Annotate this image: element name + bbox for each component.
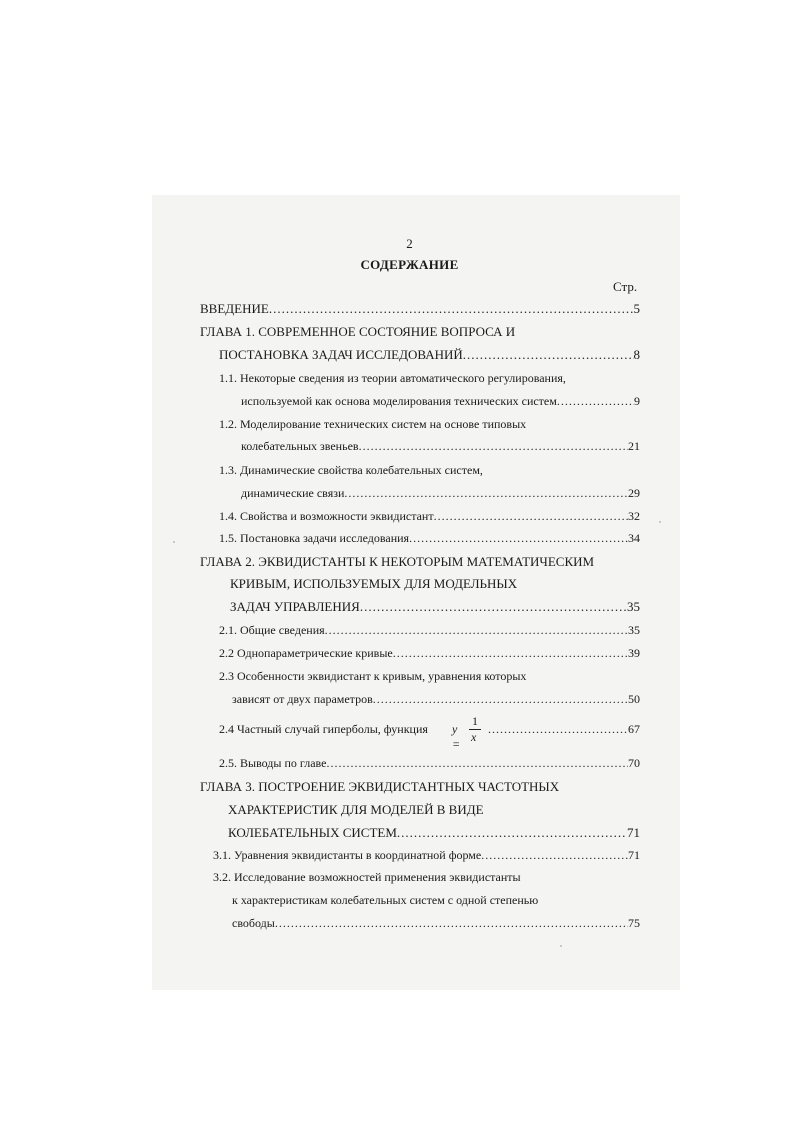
toc-section-2-3-cont: зависят от двух параметров ..... 50 (232, 692, 640, 708)
toc-section-1-2: 1.2. Моделирование технических систем на основе типовых (219, 417, 527, 431)
toc-chapter-3-cont: ХАРАКТЕРИСТИК ДЛЯ МОДЕЛЕЙ В ВИДЕ (228, 802, 484, 817)
toc-entry-introduction: ВВЕДЕНИЕ ..... 5 (200, 301, 640, 317)
toc-section-3-2: 3.2. Исследование возможностей применения эквидистанты (213, 870, 521, 884)
toc-section-2-5: 2.5. Выводы по главе ..... 70 (219, 756, 640, 772)
toc-section-3-2-cont2: свободы ..... 75 (232, 916, 640, 932)
toc-section-1-5: 1.5. Постановка задачи исследования ..... 34 (219, 531, 640, 547)
toc-section-1-3-cont: динамические связи ..... 29 (241, 486, 640, 502)
page-title: СОДЕРЖАНИЕ (360, 257, 459, 272)
page-column-label: Стр. (613, 279, 638, 294)
toc-section-2-1: 2.1. Общие сведения ..... 35 (219, 623, 640, 639)
toc-section-2-4: 2.4 Частный случай гиперболы, функция (219, 722, 428, 736)
toc-section-3-1: 3.1. Уравнения эквидистанты в координатной форме ..... 71 (213, 848, 640, 864)
toc-section-1-1-cont: используемой как основа моделирования технических систем ..... 9 (241, 394, 640, 410)
toc-chapter-2: ГЛАВА 2. ЭКВИДИСТАНТЫ К НЕКОТОРЫМ МАТЕМАТИЧЕСКИМ (200, 554, 595, 569)
toc-chapter-2-cont2: ЗАДАЧ УПРАВЛЕНИЯ ..... 35 (230, 599, 640, 615)
page-number: 2 (406, 236, 413, 251)
toc-chapter-1: ГЛАВА 1. СОВРЕМЕННОЕ СОСТОЯНИЕ ВОПРОСА И (200, 324, 516, 339)
toc-chapter-3: ГЛАВА 3. ПОСТРОЕНИЕ ЭКВИДИСТАНТНЫХ ЧАСТОТНЫХ (200, 779, 560, 794)
toc-chapter-2-cont: КРИВЫМ, ИСПОЛЬЗУЕМЫХ ДЛЯ МОДЕЛЬНЫХ (230, 576, 518, 591)
toc-chapter-1-cont: ПОСТАНОВКА ЗАДАЧ ИССЛЕДОВАНИЙ ..... 8 (219, 347, 640, 363)
toc-section-2-4-leader: ..... 67 (488, 722, 640, 738)
toc-section-1-4: 1.4. Свойства и возможности эквидистант ..... 32 (219, 509, 640, 525)
toc-section-2-2: 2.2 Однопараметрические кривые ..... 39 (219, 646, 640, 662)
toc-section-1-2-cont: колебательных звеньев ..... 21 (241, 439, 640, 455)
toc-section-1-1: 1.1. Некоторые сведения из теории автоматического регулирования, (219, 371, 566, 385)
scan-speck (560, 945, 562, 947)
toc-section-3-2-cont: к характеристикам колебательных систем с одной степенью (232, 893, 539, 907)
scan-speck (659, 521, 661, 523)
toc-section-1-3: 1.3. Динамические свойства колебательных систем, (219, 463, 483, 477)
toc-section-2-3: 2.3 Особенности эквидистант к кривым, уравнения которых (219, 669, 527, 683)
scan-speck (173, 541, 175, 543)
toc-chapter-3-cont2: КОЛЕБАТЕЛЬНЫХ СИСТЕМ ..... 71 (228, 825, 640, 841)
